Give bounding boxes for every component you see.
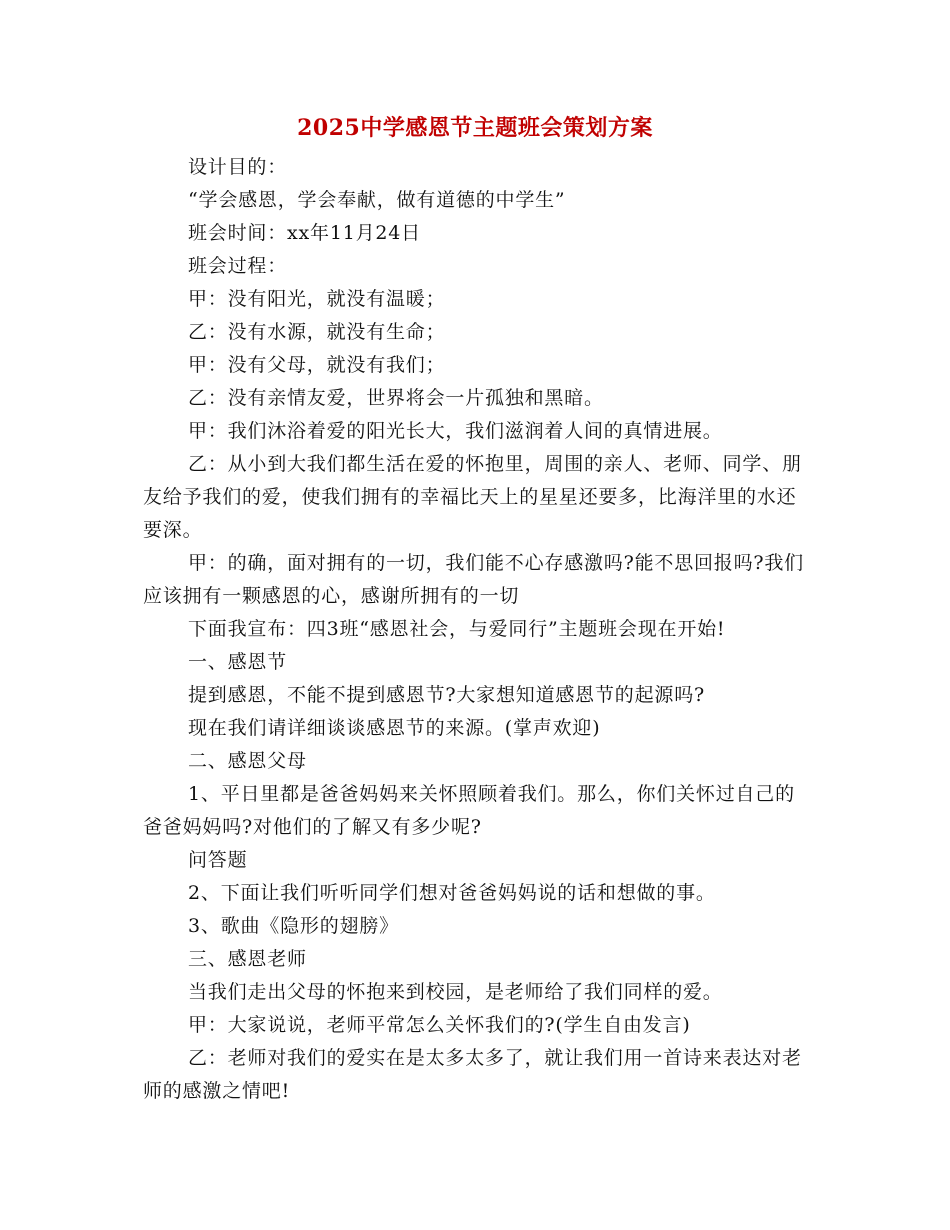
document-title: 2025中学感恩节主题班会策划方案 bbox=[297, 115, 653, 141]
paragraph: 甲：没有阳光，就没有温暖； bbox=[188, 288, 446, 310]
paragraph: 2、下面让我们听听同学们想对爸爸妈妈说的话和想做的事。 bbox=[188, 882, 716, 904]
section-heading: 三、感恩老师 bbox=[188, 948, 307, 970]
paragraph: 下面我宣布：四3班“感恩社会，与爱同行”主题班会现在开始! bbox=[188, 618, 726, 640]
paragraph: 1、平日里都是爸爸妈妈来关怀照顾着我们。那么，你们关怀过自己的爸爸妈妈吗?对他们的了解又有多少呢? bbox=[143, 783, 795, 838]
section-heading: 一、感恩节 bbox=[188, 651, 288, 673]
paragraph: “学会感恩，学会奉献，做有道德的中学生” bbox=[188, 189, 566, 211]
section-heading: 二、感恩父母 bbox=[188, 750, 307, 772]
document-body bbox=[143, 151, 813, 1108]
paragraph: 甲：没有父母，就没有我们； bbox=[188, 354, 446, 376]
paragraph: 提到感恩，不能不提到感恩节?大家想知道感恩节的起源吗? bbox=[188, 684, 705, 706]
paragraph: 当我们走出父母的怀抱来到校园，是老师给了我们同样的爱。 bbox=[188, 981, 723, 1003]
paragraph: 乙：从小到大我们都生活在爱的怀抱里，周围的亲人、老师、同学、朋友给予我们的爱，使我们拥有的幸福比天上的星星还要多，比海洋里的水还要深。 bbox=[143, 453, 802, 541]
paragraph: 3、歌曲《隐形的翅膀》 bbox=[188, 915, 399, 937]
paragraph: 班会过程： bbox=[188, 255, 288, 277]
paragraph: 乙：没有水源，就没有生命； bbox=[188, 321, 446, 343]
paragraph: 设计目的： bbox=[188, 156, 288, 178]
paragraph: 乙：老师对我们的爱实在是太多太多了，就让我们用一首诗来表达对老师的感激之情吧! bbox=[143, 1047, 802, 1102]
paragraph: 班会时间：xx年11月24日 bbox=[188, 222, 421, 244]
paragraph: 问答题 bbox=[188, 849, 248, 871]
paragraph: 甲：我们沐浴着爱的阳光长大，我们滋润着人间的真情进展。 bbox=[188, 420, 723, 442]
paragraph: 乙：没有亲情友爱，世界将会一片孤独和黑暗。 bbox=[188, 387, 604, 409]
paragraph: 甲：的确，面对拥有的一切，我们能不心存感激吗?能不思回报吗?我们应该拥有一颗感恩的心，感谢所拥有的一切 bbox=[143, 552, 804, 607]
paragraph: 甲：大家说说，老师平常怎么关怀我们的?(学生自由发言) bbox=[188, 1014, 691, 1036]
paragraph: 现在我们请详细谈谈感恩节的来源。(掌声欢迎) bbox=[188, 717, 601, 739]
